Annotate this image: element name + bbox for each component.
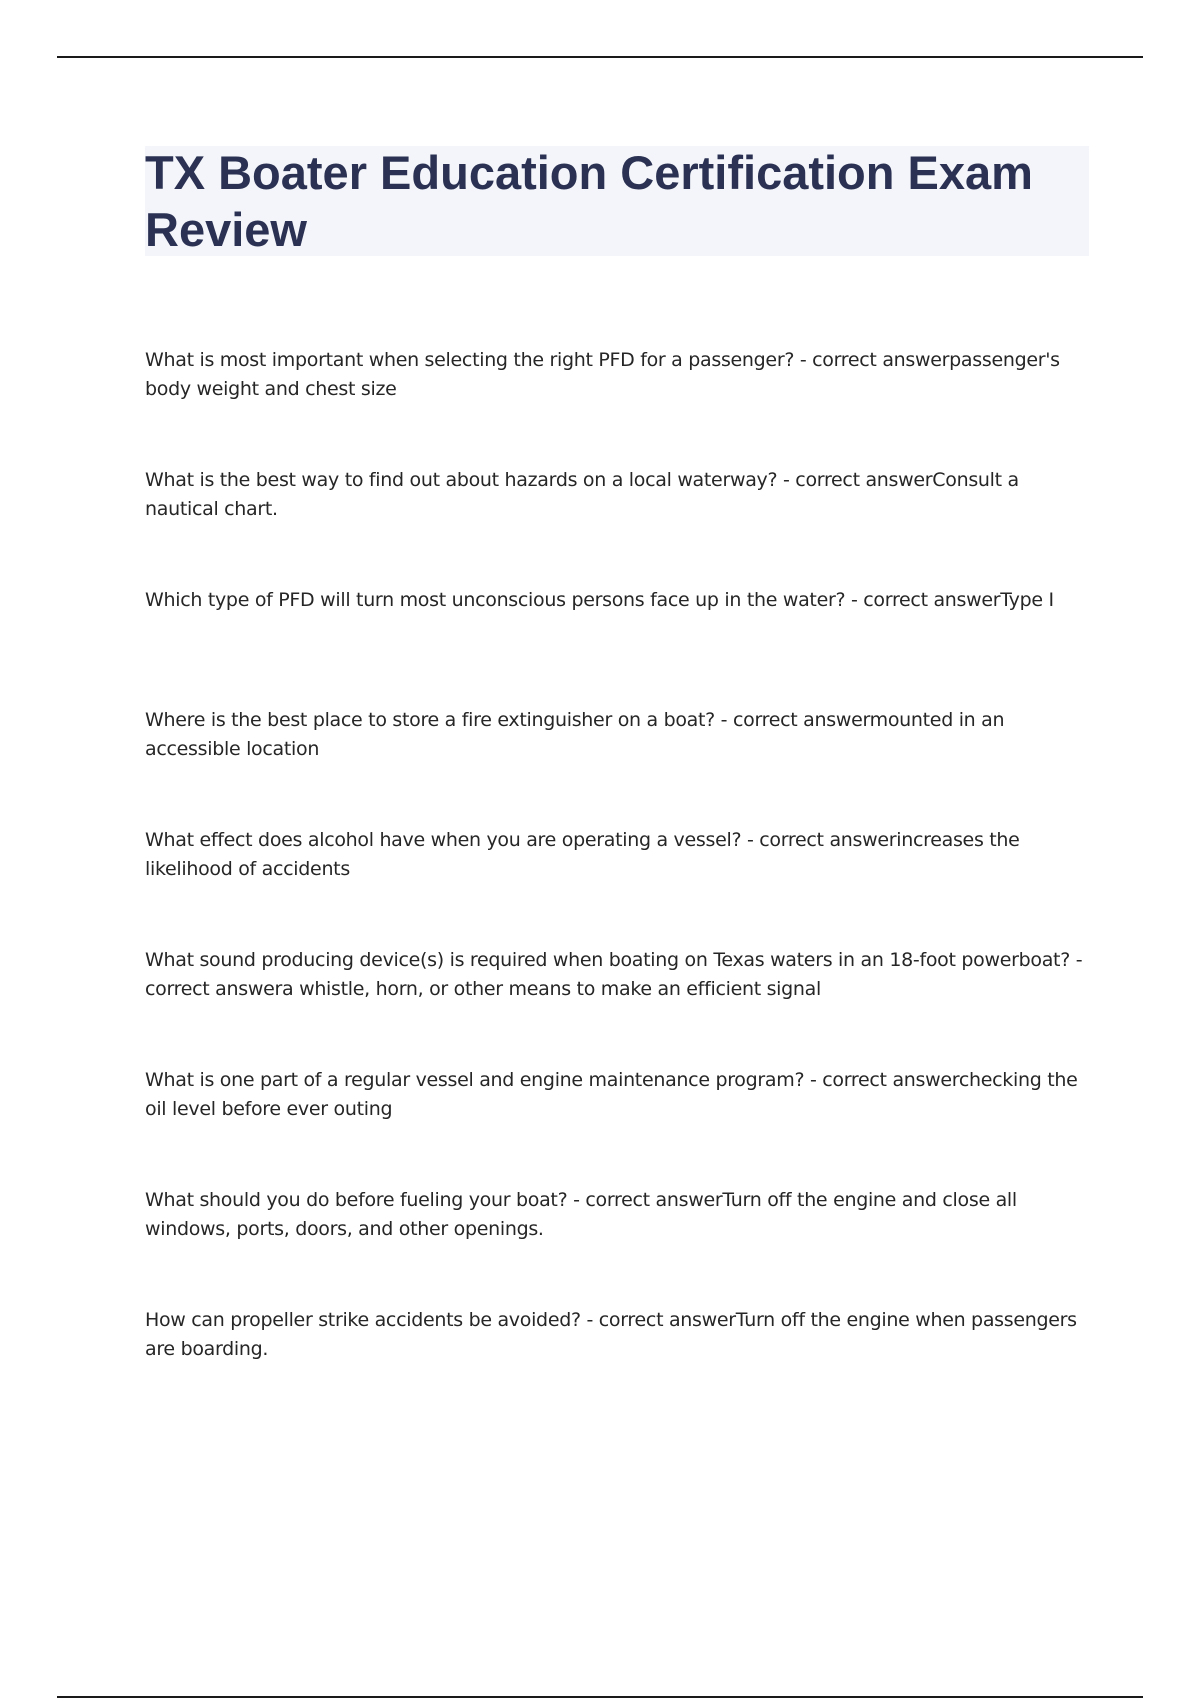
qa-item: What is most important when selecting the right PFD for a passenger? - correct answerpassenger's body weight and chest size (145, 349, 1060, 400)
qa-item: Which type of PFD will turn most unconscious persons face up in the water? - correct answerType I (145, 589, 1054, 611)
qa-item: What should you do before fueling your boat? - correct answerTurn off the engine and close all windows, ports, doors, and other openings. (145, 1189, 1017, 1240)
question-answer-list (145, 346, 1090, 1426)
top-rule (57, 56, 1143, 58)
qa-item: What sound producing device(s) is required when boating on Texas waters in an 18-foot powerboat? - correct answera whistle, horn, or other means to make an efficient signal (145, 949, 1083, 1000)
page-title: TX Boater Education Certification Exam Review (145, 146, 1033, 256)
qa-item: What is one part of a regular vessel and engine maintenance program? - correct answerchecking the oil level before ever outing (145, 1069, 1078, 1120)
qa-item: What is the best way to find out about hazards on a local waterway? - correct answerConsult a nautical chart. (145, 469, 1019, 520)
qa-item: How can propeller strike accidents be avoided? - correct answerTurn off the engine when passengers are boarding. (145, 1309, 1077, 1360)
qa-item: What effect does alcohol have when you are operating a vessel? - correct answerincreases the likelihood of accidents (145, 829, 1020, 880)
title-banner (145, 146, 1089, 256)
bottom-rule (57, 1696, 1143, 1698)
qa-item: Where is the best place to store a fire extinguisher on a boat? - correct answermounted in an accessible location (145, 709, 1005, 760)
